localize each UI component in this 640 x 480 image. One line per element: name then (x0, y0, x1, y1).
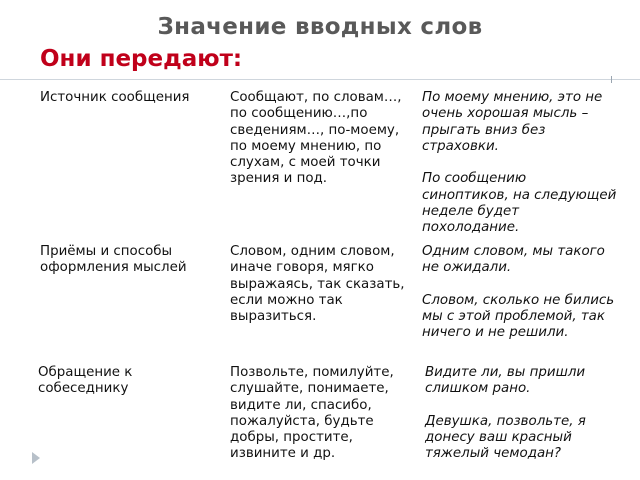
row-examples: По моему мнению, это не очень хорошая мысль – прыгать вниз без страховки. По сообщению синоптиков, на следующей неделе будет похолодание. (422, 90, 617, 236)
header-divider (0, 79, 640, 80)
row-words: Сообщают, по словам…, по сообщению…,по сведениям…, по-моему, по моему мнению, по слухам, с моей точки зрения и под. (230, 90, 402, 187)
row-examples: Видите ли, вы пришли слишком рано. Девушка, позвольте, я донесу ваш красный тяжелый чемодан? (425, 365, 586, 462)
row-category: Обращение к собеседнику (38, 365, 133, 397)
row-category: Приёмы и способы оформления мыслей (40, 244, 187, 276)
row-words: Словом, одним словом, иначе говоря, мягко выражаясь, так сказать, если можно так выразиться. (230, 244, 405, 325)
slide-subtitle: Они передают: (40, 46, 243, 72)
triangle-right-icon[interactable] (32, 452, 40, 464)
slide-title: Значение вводных слов (157, 14, 483, 40)
row-words: Позвольте, помилуйте, слушайте, понимаете, видите ли, спасибо, пожалуйста, будьте добры, простите, извините и др. (230, 365, 394, 462)
row-examples: Одним словом, мы такого не ожидали. Словом, сколько не бились мы с этой проблемой, так ничего и не решили. (422, 244, 615, 341)
divider-tick (611, 76, 612, 83)
row-category: Источник сообщения (40, 90, 190, 105)
